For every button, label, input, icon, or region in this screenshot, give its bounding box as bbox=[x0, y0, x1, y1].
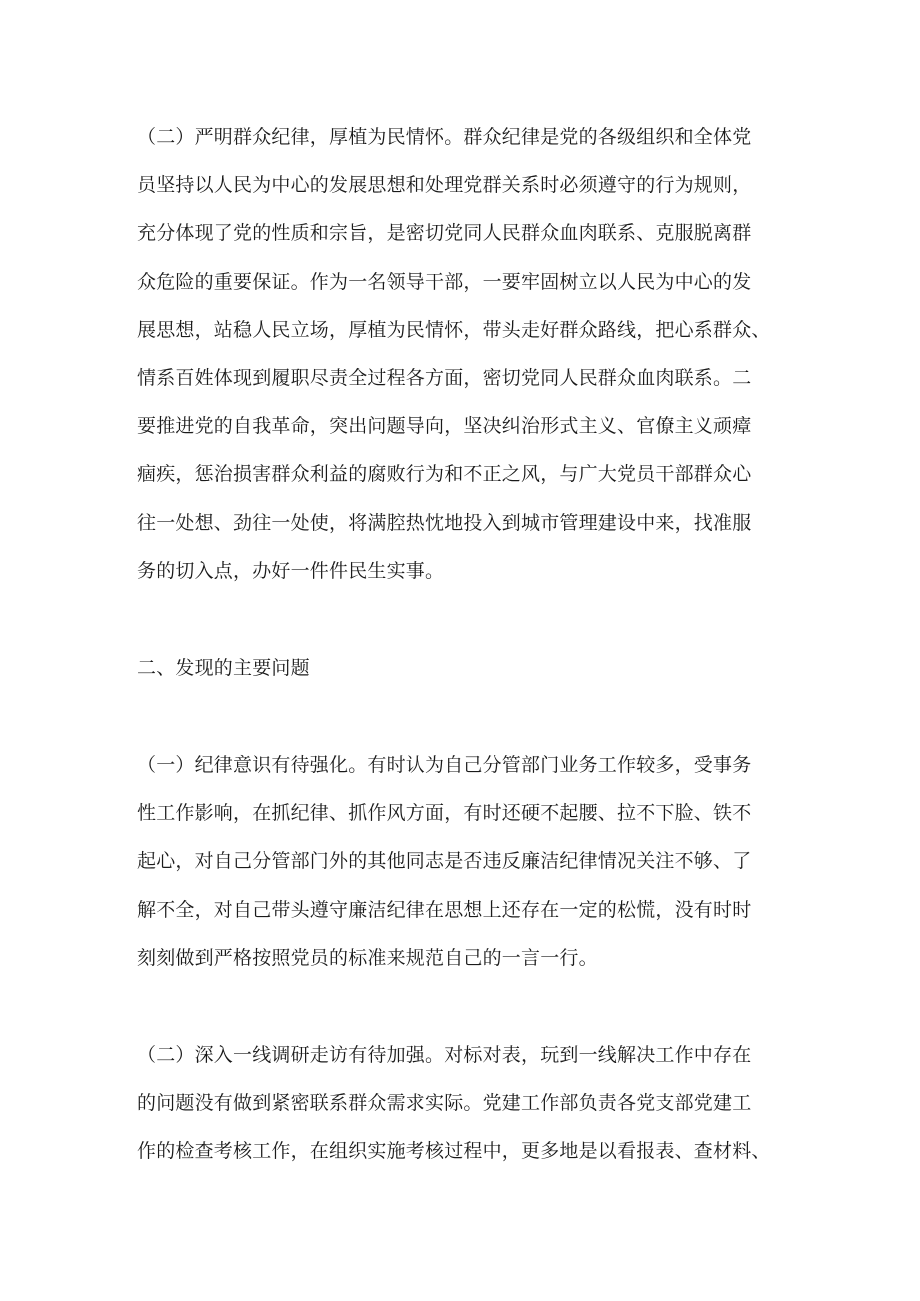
text-line: （二）深入一线调研走访有待加强。对标对表，玩到一线解决工作中存在 bbox=[137, 1044, 752, 1066]
text-line: 充分体现了党的性质和宗旨，是密切党同人民群众血肉联系、克服脱离群 bbox=[137, 222, 752, 245]
text-line: 性工作影响，在抓纪律、抓作风方面，有时还硬不起腰、拉不下脸、铁不 bbox=[137, 802, 752, 825]
section-heading-text: 二、发现的主要问题 bbox=[137, 657, 310, 679]
text-line: 务的切入点，办好一件件民生实事。 bbox=[137, 559, 445, 582]
text-line: 作的检查考核工作，在组织实施考核过程中，更多地是以看报表、查材料、 bbox=[137, 1140, 771, 1163]
text-line: 的问题没有做到紧密联系群众需求实际。党建工作部负责各党支部党建工 bbox=[137, 1092, 752, 1115]
paragraph-discipline-awareness bbox=[137, 741, 797, 982]
text-line: 痼疾，惩治损害群众利益的腐败行为和不正之风，与广大党员干部群众心 bbox=[137, 463, 752, 486]
paragraph-strict-mass-discipline bbox=[137, 113, 797, 595]
text-line: 往一处想、劲往一处使，将满腔热忱地投入到城市管理建设中来，找准服 bbox=[137, 511, 752, 534]
text-line: 展思想，站稳人民立场，厚植为民情怀，带头走好群众路线，把心系群众、 bbox=[137, 318, 771, 341]
text-line: 刻刻做到严格按照党员的标准来规范自己的一言一行。 bbox=[137, 946, 598, 969]
paragraph-frontline-research bbox=[137, 1031, 797, 1176]
text-line: （二）严明群众纪律，厚植为民情怀。群众纪律是党的各级组织和全体党 bbox=[137, 126, 752, 148]
text-line: 要推进党的自我革命，突出问题导向，坚决纠治形式主义、官僚主义顽瘴 bbox=[137, 415, 752, 438]
text-line: 解不全，对自己带头遵守廉洁纪律在思想上还存在一定的松慌，没有时时 bbox=[137, 898, 752, 921]
text-line: 员坚持以人民为中心的发展思想和处理党群关系时必须遵守的行为规则， bbox=[137, 174, 752, 197]
section-heading bbox=[137, 644, 797, 692]
text-line: 起心，对自己分管部门外的其他同志是否违反廉洁纪律情况关注不够、了 bbox=[137, 850, 752, 873]
text-line: 众危险的重要保证。作为一名领导干部，一要牢固树立以人民为中心的发 bbox=[137, 270, 752, 293]
text-line: （一）纪律意识有待强化。有时认为自己分管部门业务工作较多，受事务 bbox=[137, 754, 752, 776]
text-line: 情系百姓体现到履职尽责全过程各方面，密切党同人民群众血肉联系。二 bbox=[137, 366, 752, 389]
